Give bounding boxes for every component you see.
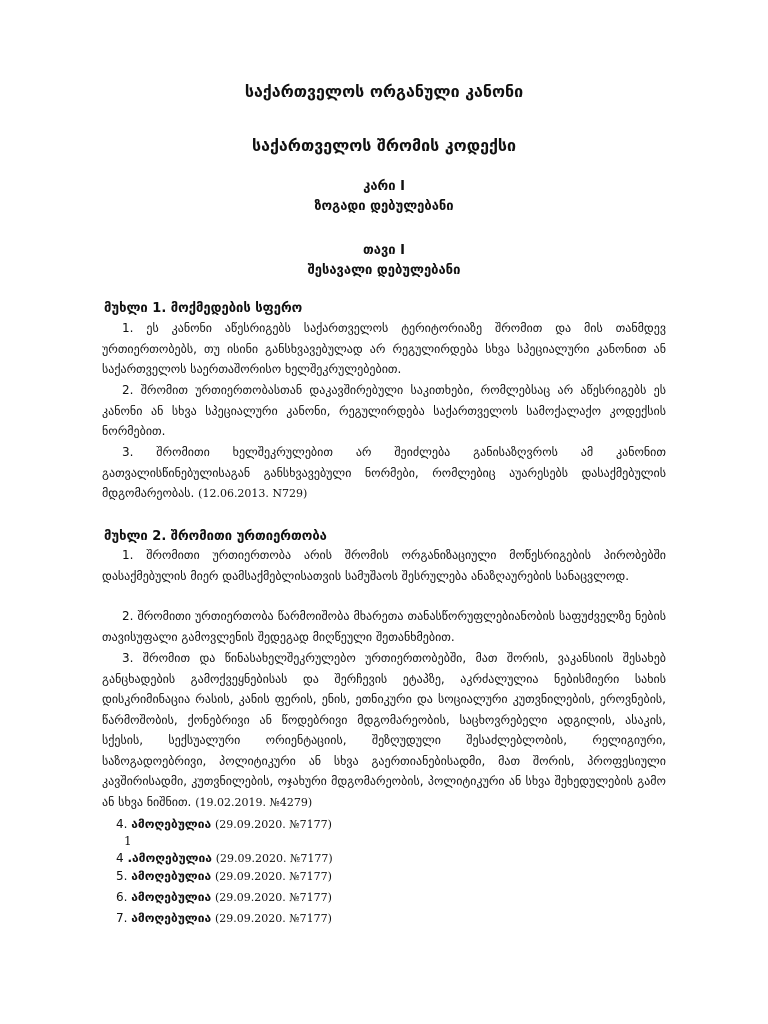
- amendment-reference: (12.06.2013. N729): [198, 487, 308, 500]
- chapter-title: შესავალი დებულებანი: [307, 263, 461, 278]
- law-type-title: საქართველოს ორგანული კანონი: [244, 82, 524, 101]
- list-item: [116, 816, 332, 833]
- item-status: ამოღებულია: [131, 911, 212, 925]
- amendment-reference: (29.09.2020. №7177): [215, 852, 333, 865]
- article-1-paragraph-1: 1. ეს კანონი აწესრიგებს საქართველოს ტერიტორიაზე შრომით და მის თანმდევ ურთიერთობებს, თუ ისინი განსხვავებულად არ რეგულირდება სხვა სპეციალური კანონით ან საქართველოს საერთაშორისო ხელშეკრულებებით.: [102, 321, 666, 376]
- amendment-reference: (29.09.2020. №7177): [214, 891, 332, 904]
- item-status: .ამოღებულია: [127, 851, 212, 865]
- article-1-paragraph-2: 2. შრომით ურთიერთობასთან დაკავშირებული საკითხები, რომლებსაც არ აწესრიგებს ეს კანონი ან სხვა სპეციალური კანონი, რეგულირდება საქართველოს სამოქალაქო კოდექსის ნორმებით.: [102, 383, 666, 438]
- part-title: ზოგადი დებულებანი: [314, 199, 454, 214]
- paragraph-text: 3. შრომითი ხელშეკრულებით არ შეიძლება განისაზღვროს ამ კანონით გათვალისწინებულისაგან განსხვავებული ნორმები, რომლებიც აუარესებს დასაქმებულის მდგომარეობას.: [102, 445, 666, 500]
- article-1-paragraph-3: [102, 442, 666, 505]
- article-2-heading: მუხლი 2. შრომითი ურთიერთობა: [104, 529, 327, 544]
- amendment-reference: (29.09.2020. №7177): [214, 818, 332, 831]
- item-status: ამოღებულია: [131, 817, 212, 831]
- paragraph-text: 3. შრომით და წინასახელშეკრულებო ურთიერთობებში, მათ შორის, ვაკანსიის შესახებ განცხადების გამოქვეყნებისას და შერჩევის ეტაპზე, აკრძალულია ნებისმიერი სახის დისკრიმინაცია რასის, კანის ფერის, ენის, ეთნიკური და სოციალური კუთვნილების, ეროვნების, წარმოშობის, ქონებრივი ან წოდებრივი მდგომარეობის, საცხოვრებელი ადგილის, ასაკის, სქესის, სექსუალური ორიენტაციის, შეზღუდული შესაძლებლობის, რელიგიური, საზოგადოებრივი, პოლიტიკური ან სხვა გაერთიანებისადმი, მათ შორის, პროფესიული კავშირისადმი, კუთვნილების, ოჯახური მდგომარეობის, პოლიტიკური ან სხვა შეხედულების გამო ან სხვა ნიშნით.: [102, 651, 666, 809]
- list-item: [116, 910, 332, 927]
- list-item: [116, 889, 332, 906]
- item-number: 7.: [116, 911, 128, 925]
- item-number: 4: [116, 851, 124, 865]
- part-number: კარი I: [363, 179, 405, 194]
- amendment-reference: (19.02.2019. №4279): [195, 795, 313, 809]
- item-number: 5.: [116, 869, 128, 883]
- list-item: [116, 868, 332, 885]
- article-2-paragraph-3: [102, 648, 666, 813]
- article-1-heading: მუხლი 1. მოქმედების სფერო: [104, 301, 303, 316]
- chapter-number: თავი I: [363, 243, 405, 258]
- item-number: 6.: [116, 890, 128, 904]
- article-2-paragraph-2: 2. შრომითი ურთიერთობა წარმოიშობა მხარეთა თანასწორუფლებიანობის საფუძველზე ნების თავისუფალი გამოვლენის შედეგად მიღწეული შეთანხმებით.: [102, 609, 666, 644]
- footnote-mark: 1: [124, 834, 132, 848]
- amendment-reference: (29.09.2020. №7177): [214, 912, 332, 925]
- amendment-reference: (29.09.2020. №7177): [214, 870, 332, 883]
- list-item: [116, 850, 333, 867]
- item-status: ამოღებულია: [131, 869, 212, 883]
- code-title: საქართველოს შრომის კოდექსი: [252, 136, 516, 155]
- item-status: ამოღებულია: [131, 890, 212, 904]
- item-number: 4.: [116, 817, 128, 831]
- article-2-paragraph-1: 1. შრომითი ურთიერთობა არის შრომის ორგანიზაციული მოწესრიგების პირობებში დასაქმებულის მიერ დამსაქმებლისათვის სამუშაოს შესრულება ანაზღაურების სანაცვლოდ.: [102, 548, 666, 583]
